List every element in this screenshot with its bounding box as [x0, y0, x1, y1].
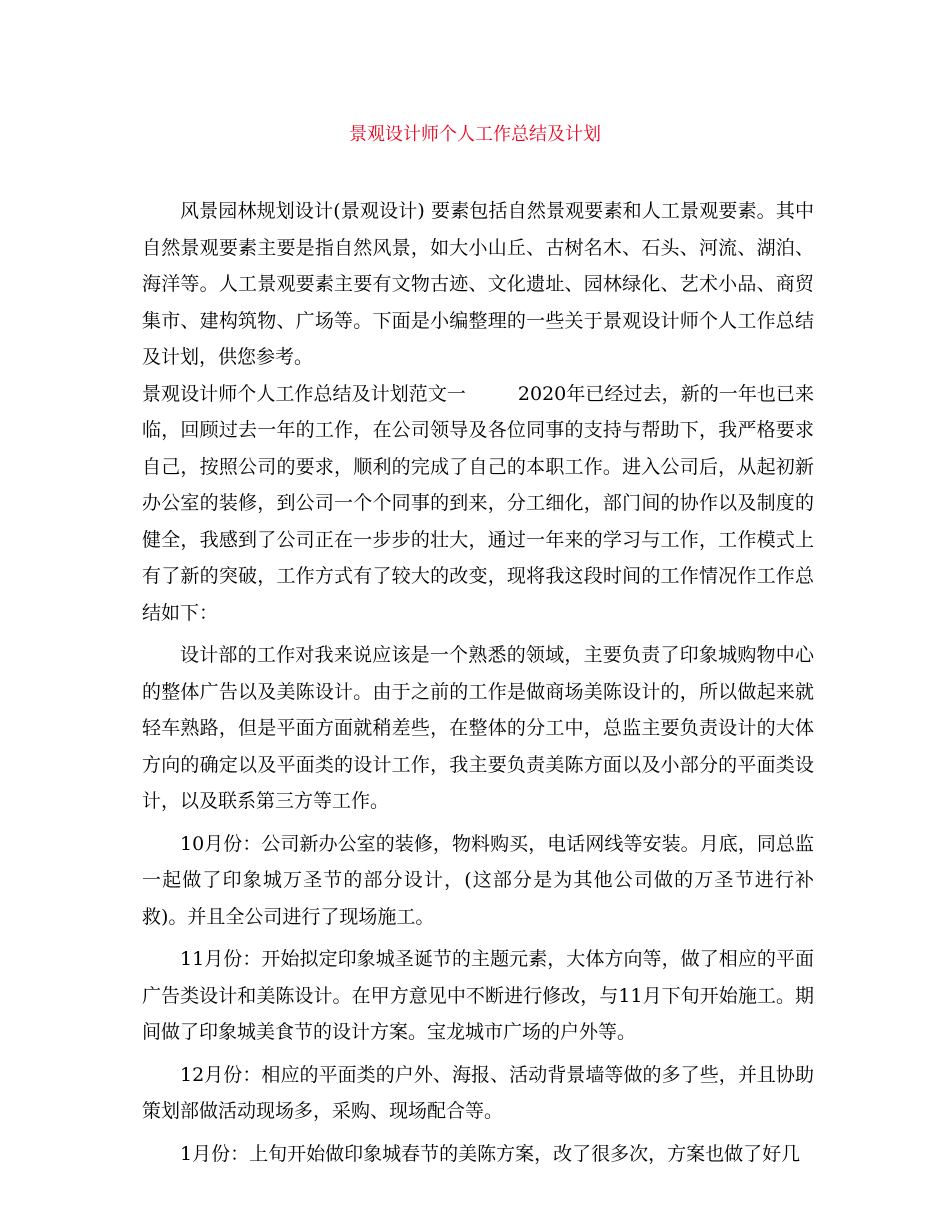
- body-paragraph-design-dept: 设计部的工作对我来说应该是一个熟悉的领域，主要负责了印象城购物中心的整体广告以及美陈设计。由于之前的工作是做商场美陈设计的，所以做起来就轻车熟路，但是平面方面就稍差些，在整体的分工中，总监主要负责设计的大体方向的确定以及平面类的设计工作，我主要负责美陈方面以及小部分的平面类设计，以及联系第三方等工作。: [142, 644, 814, 812]
- section-paragraph: [142, 376, 814, 632]
- body-paragraph-january: 1月份：上旬开始做印象城春节的美陈方案，改了很多次，方案也做了好几: [180, 1142, 801, 1165]
- body-paragraph-october: 10月份：公司新办公室的装修，物料购买，电话网线等安装。月底，同总监一起做了印象城万圣节的部分设计，(这部分是为其他公司做的万圣节进行补救)。并且全公司进行了现场施工。: [142, 832, 814, 928]
- section-heading: 景观设计师个人工作总结及计划范文一: [142, 382, 466, 405]
- document-title: 景观设计师个人工作总结及计划: [349, 124, 601, 145]
- intro-paragraph: 风景园林规划设计(景观设计) 要素包括自然景观要素和人工景观要素。其中自然景观要素主要是指自然风景，如大小山丘、古树名木、石头、河流、湖泊、海洋等。人工景观要素主要有文物古迹、文化遗址、园林绿化、艺术小品、商贸集市、建构筑物、广场等。下面是小编整理的一些关于景观设计师个人工作总结及计划，供您参考。: [142, 200, 814, 368]
- document-body: [142, 193, 814, 1172]
- body-paragraph-november: 11月份：开始拟定印象城圣诞节的主题元素，大体方向等，做了相应的平面广告类设计和美陈设计。在甲方意见中不断进行修改，与11月下旬开始施工。期间做了印象城美食节的设计方案。宝龙城市广场的户外等。: [142, 948, 814, 1043]
- body-paragraph-december: 12月份：相应的平面类的户外、海报、活动背景墙等做的多了些，并且协助策划部做活动现场多，采购、现场配合等。: [142, 1063, 814, 1122]
- section-lead: 2020年已经过去，新的一年也已来临，回顾过去一年的工作，在公司领导及各位同事的支持与帮助下，我严格要求自己，按照公司的要求，顺利的完成了自己的本职工作。进入公司后，从起初新办公室的装修，到公司一个个同事的到来，分工细化，部门间的协作以及制度的健全，我感到了公司正在一步步的壮大，通过一年来的学习与工作，工作模式上有了新的突破，工作方式有了较大的改变，现将我这段时间的工作情况作工作总结如下：: [142, 382, 814, 624]
